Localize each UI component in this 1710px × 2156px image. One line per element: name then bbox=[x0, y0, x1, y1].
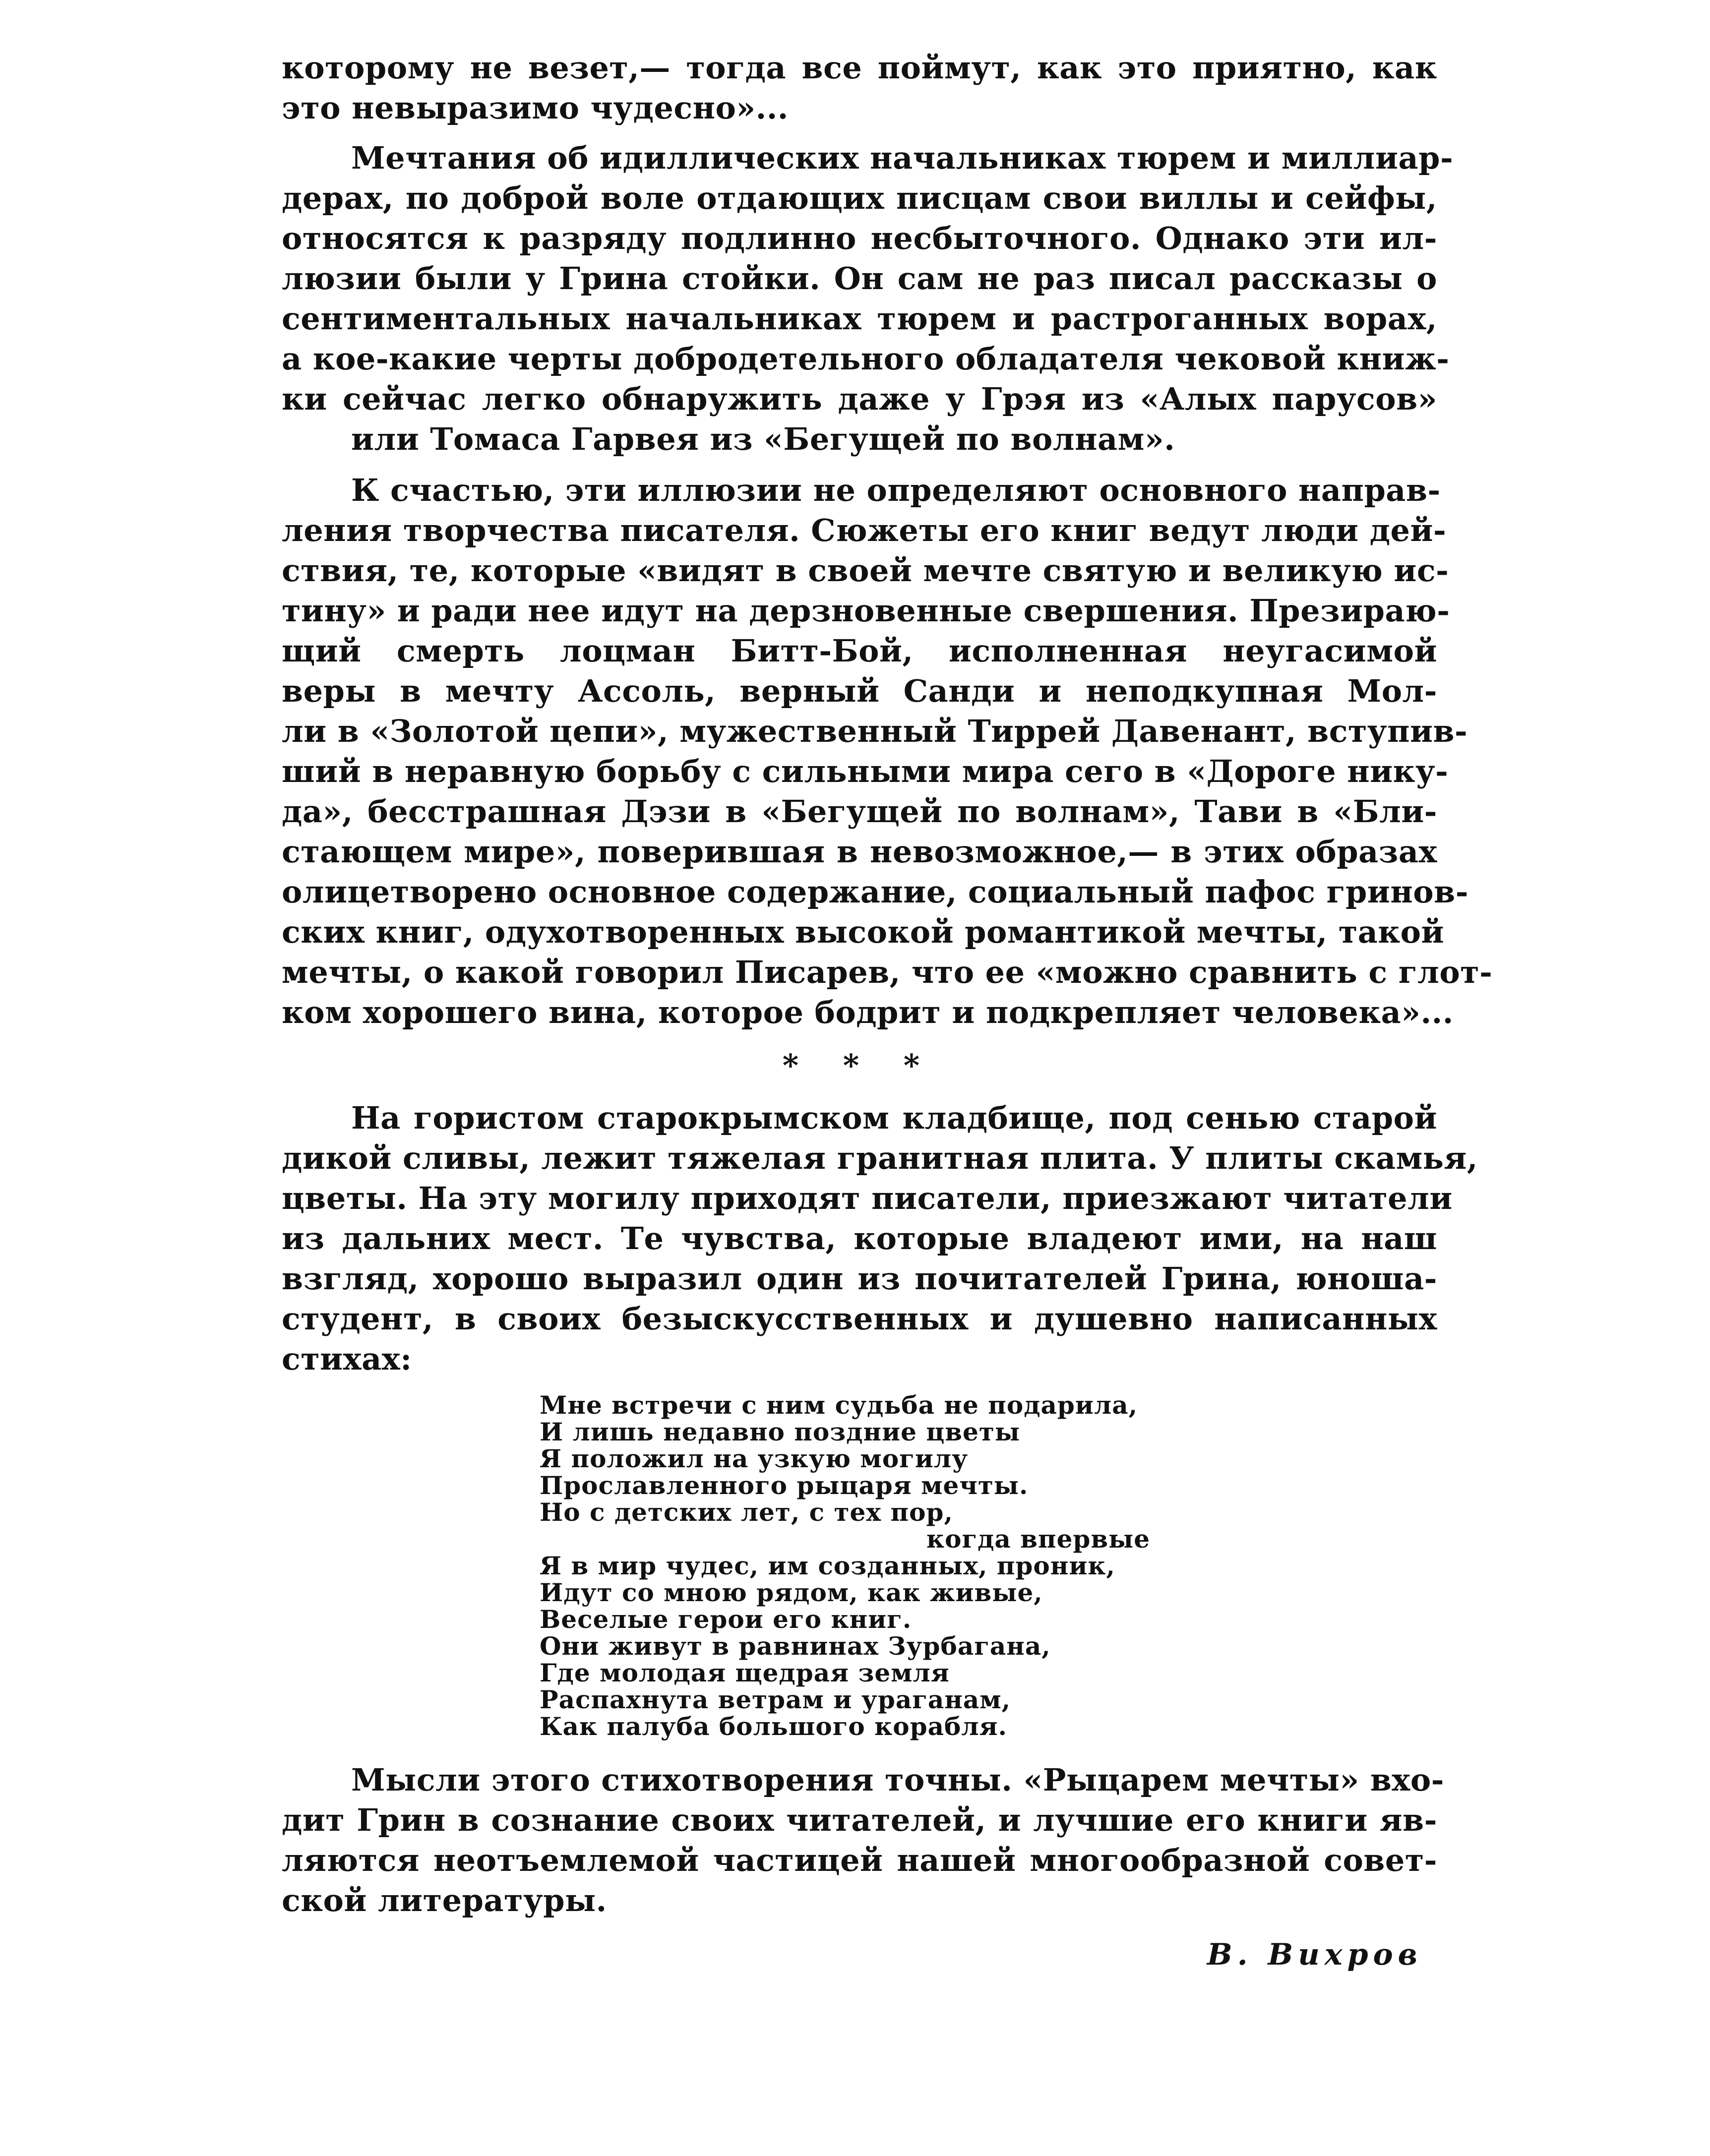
text-column bbox=[282, 48, 1493, 1972]
text-line: Мечтания об идиллических начальниках тюрем и миллиар- bbox=[351, 140, 1454, 176]
paragraph-4 bbox=[282, 1098, 1478, 1379]
poem-line: Как палуба большого корабля. bbox=[540, 1712, 1007, 1741]
text-line: люзии были у Грина стойки. Он сам не раз писал рассказы о bbox=[282, 260, 1437, 297]
section-separator: * * * bbox=[782, 1047, 937, 1083]
poem-line: когда впервые bbox=[926, 1524, 1151, 1554]
text-line: дерах, по доброй воле отдающих писцам свои виллы и сейфы, bbox=[282, 180, 1437, 216]
text-line: Мысли этого стихотворения точны. «Рыцарем мечты» вхо- bbox=[351, 1762, 1444, 1798]
text-line: дикой сливы, лежит тяжелая гранитная плита. У плиты скамья, bbox=[282, 1140, 1478, 1176]
poem-line: Веселые герои его книг. bbox=[540, 1605, 912, 1634]
text-line: веры в мечту Ассоль, верный Санди и неподкупная Мол- bbox=[282, 673, 1437, 709]
text-line: ший в неравную борьбу с сильными мира сего в «Дороге нику- bbox=[282, 753, 1449, 789]
text-line: ской литературы. bbox=[282, 1882, 607, 1918]
text-line: это невыразимо чудесно»... bbox=[282, 90, 789, 126]
author-signature: В. Вихров bbox=[1207, 1937, 1422, 1972]
text-line: ления творчества писателя. Сюжеты его книг ведут люди дей- bbox=[282, 512, 1447, 548]
poem-line: И лишь недавно поздние цветы bbox=[540, 1417, 1020, 1446]
text-line: дит Грин в сознание своих читателей, и лучшие его книги яв- bbox=[282, 1802, 1437, 1838]
poem bbox=[540, 1392, 1437, 1740]
text-line: которому не везет,— тогда все поймут, как это приятно, как bbox=[282, 50, 1437, 86]
poem-line: Идут со мною рядом, как живые, bbox=[540, 1578, 1043, 1607]
text-line: относятся к разряду подлинно несбыточного. Однако эти ил- bbox=[282, 220, 1437, 256]
paragraph-2 bbox=[282, 138, 1454, 459]
paragraph-3 bbox=[282, 470, 1493, 1032]
paragraph-1 bbox=[282, 48, 1437, 128]
text-line: К счастью, эти иллюзии не определяют основного направ- bbox=[351, 472, 1441, 508]
poem-line: Я положил на узкую могилу bbox=[540, 1444, 969, 1473]
text-line: ствия, те, которые «видят в своей мечте святую и великую ис- bbox=[282, 552, 1449, 589]
text-line: стающем мире», поверившая в невозможное,— в этих образах bbox=[282, 834, 1437, 870]
text-line: стихах: bbox=[282, 1341, 412, 1377]
text-line: цветы. На эту могилу приходят писатели, приезжают читатели bbox=[282, 1180, 1453, 1216]
text-line: ли в «Золотой цепи», мужественный Тиррей Давенант, вступив- bbox=[282, 713, 1468, 749]
text-line: мечты, о какой говорил Писарев, что ее «можно сравнить с глот- bbox=[282, 954, 1493, 990]
text-line: или Томаса Гарвея из «Бегущей по волнам». bbox=[351, 421, 1175, 457]
poem-line: Мне встречи с ним судьба не подарила, bbox=[540, 1390, 1138, 1420]
text-line: ки сейчас легко обнаружить даже у Грэя из «Алых парусов» bbox=[282, 381, 1437, 417]
poem-line: Я в мир чудес, им созданных, проник, bbox=[540, 1551, 1115, 1580]
poem-line: Прославленного рыцаря мечты. bbox=[540, 1471, 1029, 1500]
text-line: из дальних мест. Те чувства, которые владеют ими, на наш bbox=[282, 1220, 1437, 1257]
text-line: а кое-какие черты добродетельного обладателя чековой книж- bbox=[282, 341, 1450, 377]
text-line: олицетворено основное содержание, социальный пафос гринов- bbox=[282, 874, 1468, 910]
text-line: взгляд, хорошо выразил один из почитателей Грина, юноша- bbox=[282, 1260, 1437, 1297]
text-line: студент, в своих безыскусственных и душевно написанных bbox=[282, 1301, 1437, 1337]
paragraph-5 bbox=[282, 1760, 1444, 1920]
poem-line: Распахнута ветрам и ураганам, bbox=[540, 1685, 1011, 1714]
text-line: ком хорошего вина, которое бодрит и подкрепляет человека»... bbox=[282, 994, 1454, 1030]
poem-line: Они живут в равнинах Зурбагана, bbox=[540, 1631, 1051, 1661]
text-line: тину» и ради нее идут на дерзновенные свершения. Презираю- bbox=[282, 593, 1450, 629]
text-line: ских книг, одухотворенных высокой романтикой мечты, такой bbox=[282, 914, 1445, 950]
text-line: На гористом старокрымском кладбище, под сенью старой bbox=[351, 1100, 1437, 1136]
text-line: да», бесстрашная Дэзи в «Бегущей по волнам», Тави в «Бли- bbox=[282, 793, 1437, 830]
poem-line: Но с детских лет, с тех пор, bbox=[540, 1497, 953, 1527]
text-line: щий смерть лоцман Битт-Бой, исполненная неугасимой bbox=[282, 633, 1437, 669]
poem-line: Где молодая щедрая земля bbox=[540, 1658, 950, 1687]
text-line: ляются неотъемлемой частицей нашей многообразной совет- bbox=[282, 1842, 1437, 1878]
text-line: сентиментальных начальниках тюрем и растроганных ворах, bbox=[282, 300, 1437, 337]
